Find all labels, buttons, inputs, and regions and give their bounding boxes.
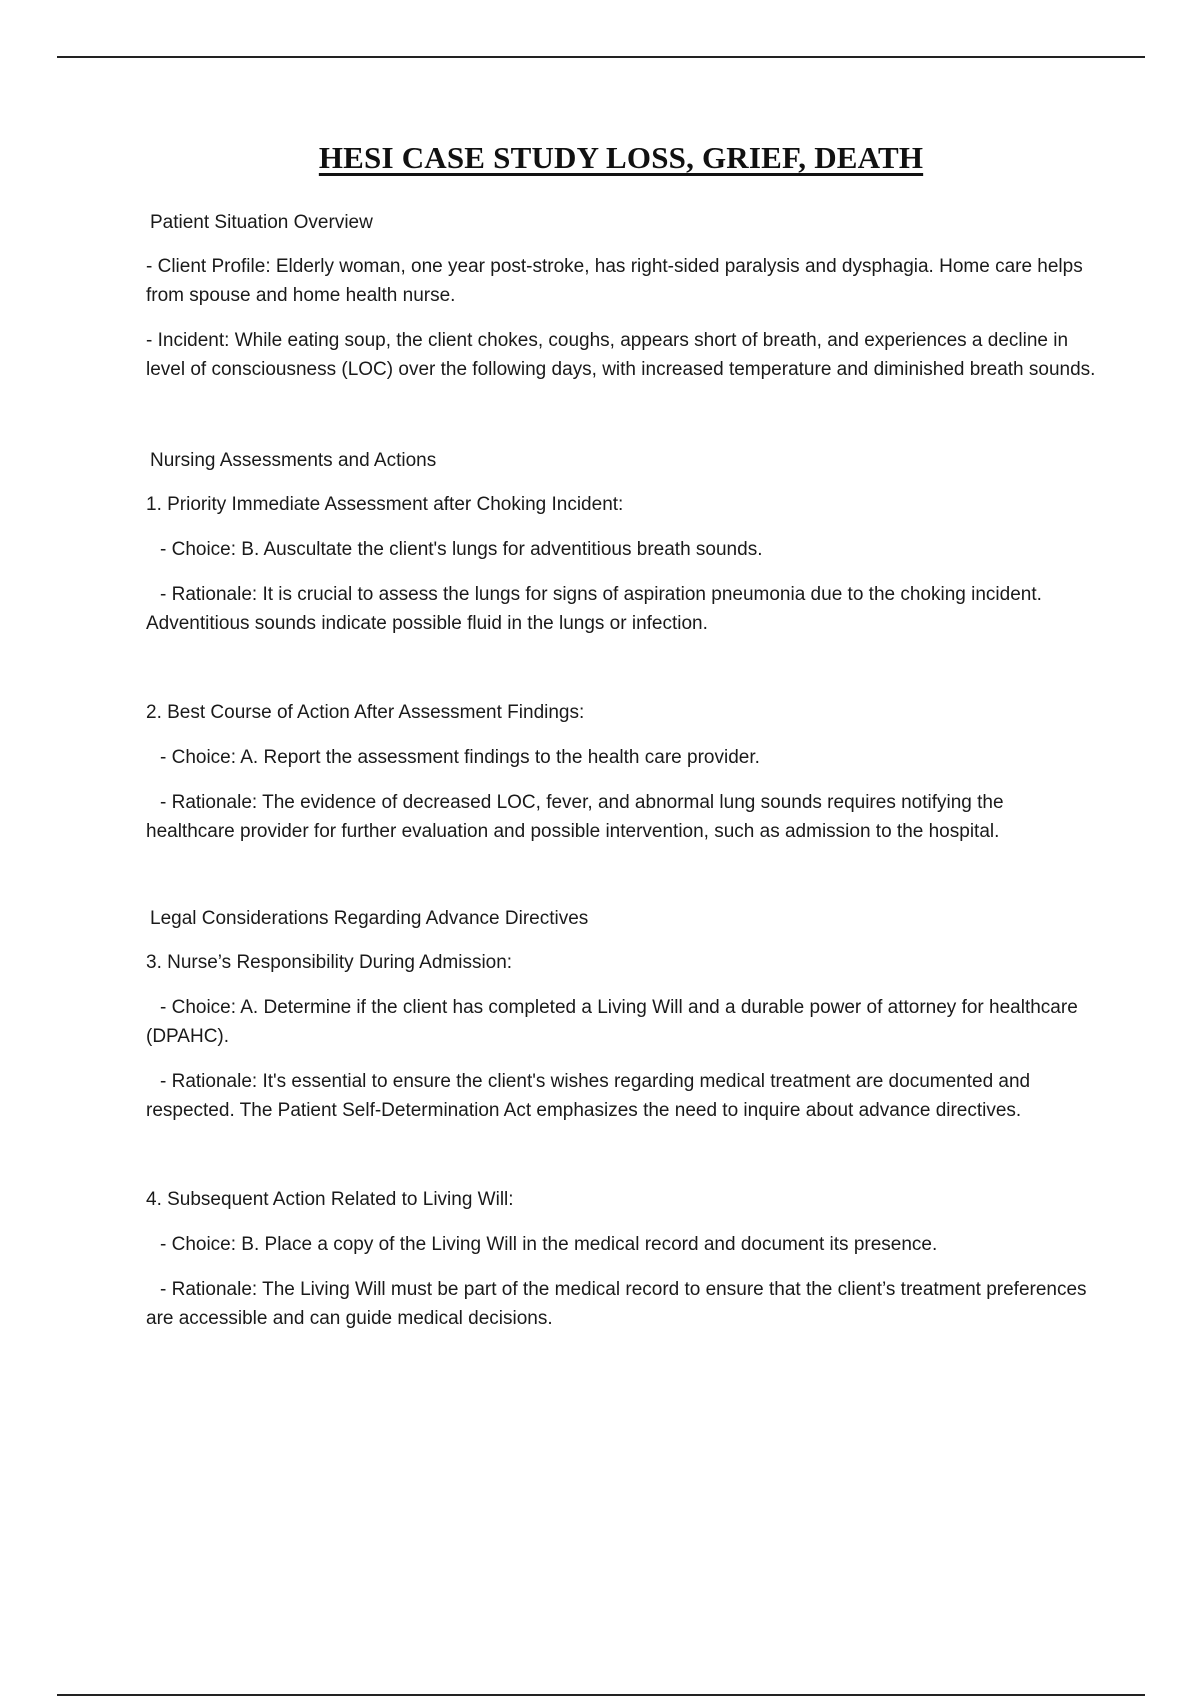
incident-text: - Incident: While eating soup, the client chokes, coughs, appears short of breath, and experiences a decline in level of consciousness (LOC) over the following days, with increased temperature and diminished breath sounds. [146, 330, 1096, 380]
document-title: HESI CASE STUDY LOSS, GRIEF, DEATH [318, 140, 924, 175]
document-body [146, 140, 1096, 1349]
spacer [146, 862, 1096, 906]
question-4-rationale: - Rationale: The Living Will must be part of the medical record to ensure that the client’s treatment preferences are accessible and can guide medical decisions. [146, 1279, 1087, 1329]
section-heading-legal-considerations: Legal Considerations Regarding Advance Directives [150, 908, 589, 929]
question-1-rationale: - Rationale: It is crucial to assess the lungs for signs of aspiration pneumonia due to the choking incident. Adventitious sounds indicate possible fluid in the lungs or infection. [146, 584, 1042, 634]
top-divider [57, 56, 1145, 58]
question-4-choice: - Choice: B. Place a copy of the Living Will in the medical record and document its presence. [160, 1234, 938, 1255]
section-heading-nursing-assessments: Nursing Assessments and Actions [150, 450, 437, 471]
question-1-text: 1. Priority Immediate Assessment after Choking Incident: [146, 494, 624, 515]
question-2-text: 2. Best Course of Action After Assessment Findings: [146, 702, 585, 723]
question-1-choice: - Choice: B. Auscultate the client's lungs for adventitious breath sounds. [160, 539, 763, 560]
section-legal-considerations [146, 906, 1096, 1333]
client-profile-text: - Client Profile: Elderly woman, one year post-stroke, has right-sided paralysis and dysphagia. Home care helps from spouse and home health nurse. [146, 256, 1083, 306]
bottom-divider [57, 1694, 1145, 1696]
spacer [146, 400, 1096, 448]
question-2-rationale: - Rationale: The evidence of decreased LOC, fever, and abnormal lung sounds requires notifying the healthcare provider for further evaluation and possible intervention, such as admission to the hospital. [146, 792, 1004, 842]
section-heading-patient-overview: Patient Situation Overview [150, 212, 373, 233]
question-4-text: 4. Subsequent Action Related to Living Will: [146, 1189, 514, 1210]
question-3-choice: - Choice: A. Determine if the client has completed a Living Will and a durable power of attorney for healthcare (DPAHC). [146, 997, 1078, 1047]
spacer [146, 654, 1096, 698]
question-2-choice: - Choice: A. Report the assessment findings to the health care provider. [160, 747, 760, 768]
section-nursing-assessments [146, 448, 1096, 846]
question-3-text: 3. Nurse’s Responsibility During Admission: [146, 952, 513, 973]
spacer [146, 1141, 1096, 1185]
section-patient-overview [146, 210, 1096, 384]
question-3-rationale: - Rationale: It's essential to ensure the client's wishes regarding medical treatment are documented and respected. The Patient Self-Determination Act emphasizes the need to inquire about advance directives. [146, 1071, 1031, 1121]
